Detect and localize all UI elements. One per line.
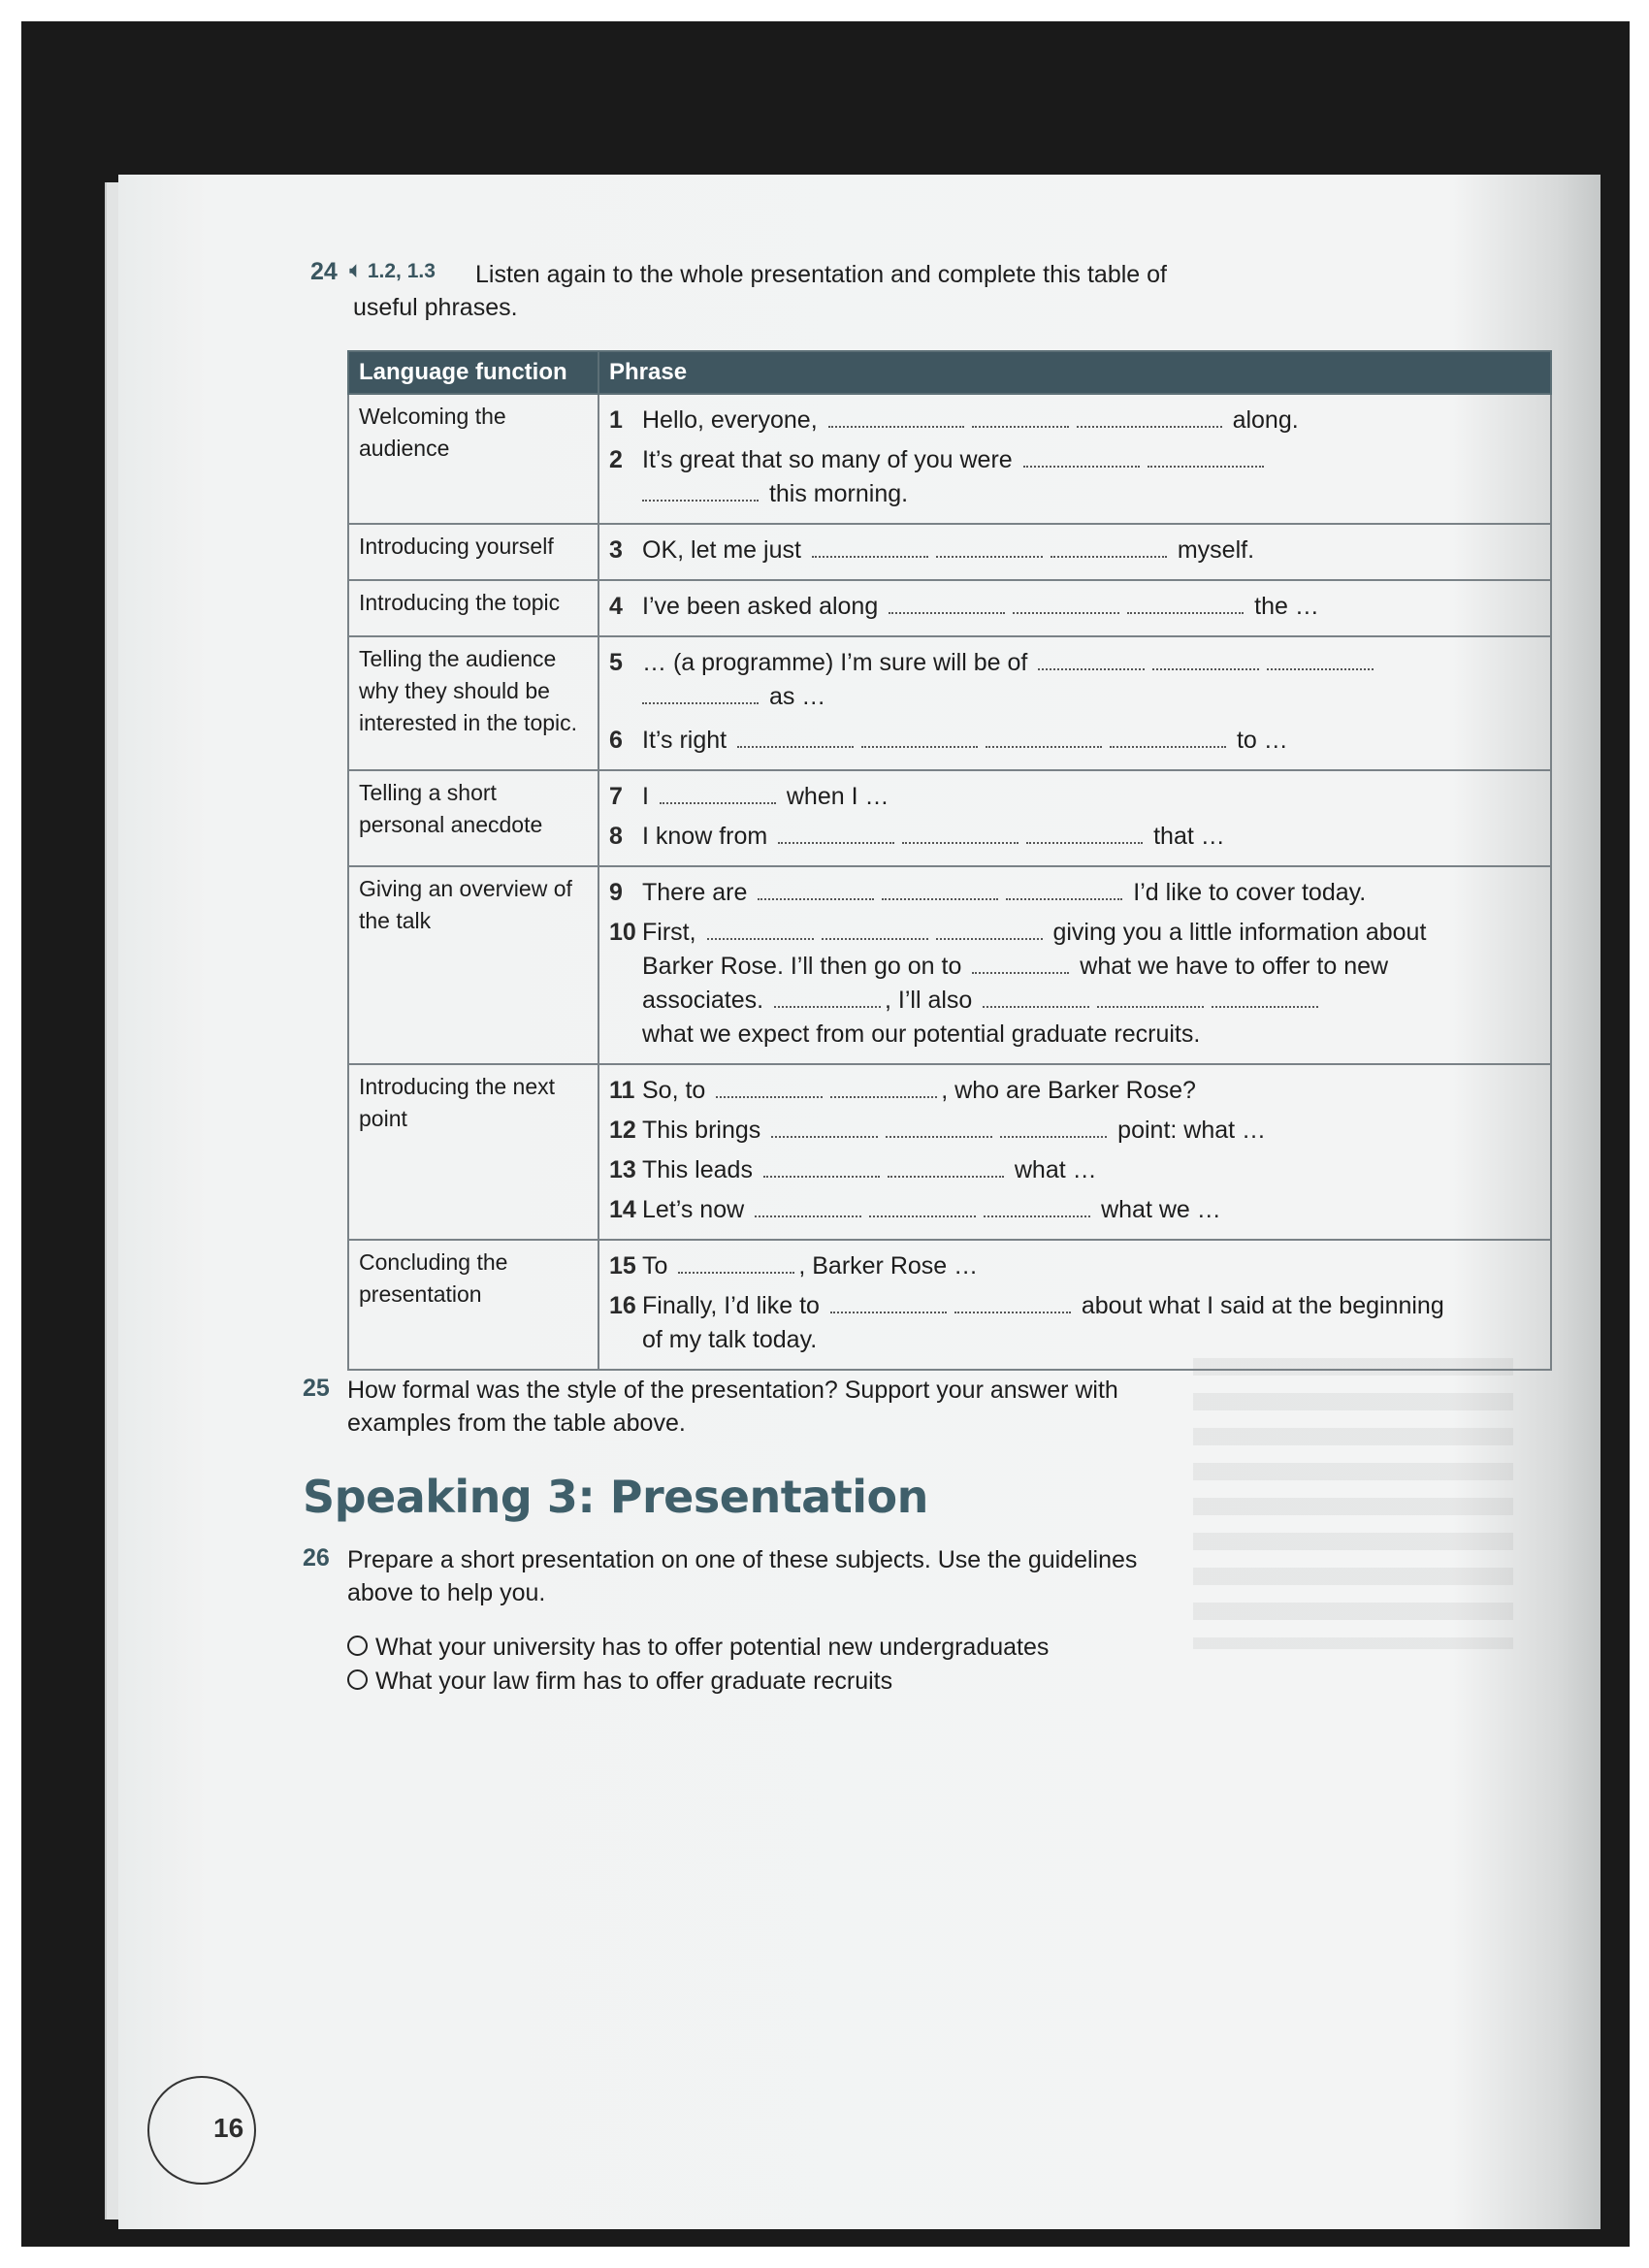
- phrase-8: [609, 820, 1540, 854]
- answer-blank[interactable]: [902, 821, 1018, 844]
- phrase-4: [609, 590, 1540, 624]
- phrase-number: 12: [609, 1117, 636, 1144]
- phrase-text: myself.: [1177, 536, 1255, 564]
- answer-blank[interactable]: [889, 591, 1005, 614]
- phrase-number: 16: [609, 1292, 636, 1319]
- phrase-text: , I’ll also: [885, 987, 973, 1014]
- phrase-text: what we …: [1101, 1196, 1221, 1223]
- answer-blank[interactable]: [1013, 591, 1119, 614]
- phrase-number: 10: [609, 919, 636, 946]
- answer-blank[interactable]: [1051, 535, 1167, 558]
- phrase-text: when I …: [786, 783, 889, 810]
- answer-blank[interactable]: [1000, 1115, 1107, 1138]
- phrase-9: [609, 876, 1540, 910]
- phrase-text: I: [642, 783, 649, 810]
- radio-circle-icon[interactable]: [347, 1669, 368, 1690]
- answer-blank[interactable]: [1023, 444, 1140, 468]
- phrase-14: [609, 1193, 1540, 1227]
- answer-blank[interactable]: [642, 478, 759, 502]
- track-numbers: 1.2, 1.3: [367, 260, 436, 282]
- answer-blank[interactable]: [707, 917, 814, 940]
- answer-blank[interactable]: [1097, 985, 1204, 1008]
- question-26-line2: above to help you.: [347, 1579, 546, 1606]
- question-25-line1: How formal was the style of the presentation? Support your answer with: [347, 1377, 1118, 1404]
- answer-blank[interactable]: [778, 821, 894, 844]
- phrase-1: [609, 404, 1540, 437]
- function-cell: Giving an overview of the talk: [348, 866, 598, 1064]
- phrase-text: I know from: [642, 823, 768, 850]
- answer-blank[interactable]: [861, 725, 978, 748]
- phrase-text: , Barker Rose …: [798, 1252, 979, 1280]
- answer-blank[interactable]: [972, 405, 1069, 428]
- table-row: [348, 770, 1551, 866]
- bleed-through-lines: [1193, 1358, 1513, 1649]
- phrase-text: about what I said at the beginning: [1081, 1292, 1444, 1319]
- function-cell: Telling a short personal anecdote: [348, 770, 598, 866]
- answer-blank[interactable]: [986, 725, 1102, 748]
- phrase-text: to …: [1236, 727, 1288, 754]
- answer-blank[interactable]: [1006, 877, 1122, 900]
- answer-blank[interactable]: [869, 1194, 976, 1217]
- table-row: [348, 866, 1551, 1064]
- audio-reference: [349, 257, 436, 284]
- phrase-text: what we have to offer to new: [1080, 953, 1389, 980]
- answer-blank[interactable]: [678, 1250, 794, 1274]
- phrase-7: [609, 780, 1540, 814]
- answer-blank[interactable]: [812, 535, 928, 558]
- phrase-text: what …: [1014, 1156, 1097, 1183]
- answer-blank[interactable]: [737, 725, 854, 748]
- phrase-text: … (a programme) I’m sure will be of: [642, 649, 1028, 676]
- phrase-text: what we expect from our potential graduate recruits.: [642, 1021, 1201, 1048]
- phrase-number: 4: [609, 593, 623, 620]
- phrase-text: , who are Barker Rose?: [941, 1077, 1196, 1104]
- table-row: [348, 636, 1551, 770]
- answer-blank[interactable]: [1148, 444, 1264, 468]
- phrase-text: of my talk today.: [642, 1326, 818, 1353]
- answer-blank[interactable]: [771, 1115, 878, 1138]
- answer-blank[interactable]: [983, 985, 1089, 1008]
- phrase-6: [609, 724, 1540, 758]
- phrase-text: Barker Rose. I’ll then go on to: [642, 953, 962, 980]
- answer-blank[interactable]: [882, 877, 998, 900]
- answer-blank[interactable]: [936, 535, 1043, 558]
- phrase-text: Let’s now: [642, 1196, 745, 1223]
- option-label: What your university has to offer potential new undergraduates: [375, 1634, 1050, 1661]
- phrase-15: [609, 1249, 1540, 1283]
- speaker-icon: 🔈︎: [349, 257, 364, 283]
- answer-blank[interactable]: [822, 917, 928, 940]
- phrase-text: the …: [1254, 593, 1319, 620]
- phrase-text: It’s great that so many of you were: [642, 446, 1013, 473]
- phrase-text: I’ve been asked along: [642, 593, 879, 620]
- question-25-number: 25: [303, 1375, 330, 1402]
- phrase-11: [609, 1074, 1540, 1108]
- phrase-text: Hello, everyone,: [642, 406, 818, 434]
- answer-blank[interactable]: [1077, 405, 1222, 428]
- table-row: [348, 580, 1551, 636]
- function-cell: Concluding the presentation: [348, 1240, 598, 1370]
- phrase-text: This leads: [642, 1156, 753, 1183]
- answer-blank[interactable]: [660, 781, 776, 804]
- phrase-cell: [598, 524, 1551, 580]
- table-row: [348, 524, 1551, 580]
- phrase-3: [609, 534, 1540, 567]
- column-header-phrase: Phrase: [598, 351, 1551, 394]
- table-row: [348, 1240, 1551, 1370]
- phrase-number: 11: [609, 1077, 635, 1104]
- answer-blank[interactable]: [1038, 647, 1145, 670]
- answer-blank[interactable]: [888, 1154, 1004, 1178]
- phrase-cell: [598, 580, 1551, 636]
- answer-blank[interactable]: [886, 1115, 992, 1138]
- answer-blank[interactable]: [1212, 985, 1318, 1008]
- phrase-number: 9: [609, 879, 623, 906]
- useful-phrases-table: [347, 350, 1552, 1371]
- phrase-text: this morning.: [768, 480, 909, 507]
- phrase-text: There are: [642, 879, 748, 906]
- phrase-cell: [598, 1064, 1551, 1240]
- subject-option[interactable]: [347, 1631, 1049, 1664]
- answer-blank[interactable]: [972, 951, 1069, 974]
- phrase-cell: [598, 1240, 1551, 1370]
- phrase-number: 3: [609, 536, 623, 564]
- phrase-text: So, to: [642, 1077, 706, 1104]
- function-cell: Introducing the next point: [348, 1064, 598, 1240]
- answer-blank[interactable]: [763, 1154, 880, 1178]
- radio-circle-icon[interactable]: [347, 1636, 368, 1656]
- function-cell: Welcoming the audience: [348, 394, 598, 524]
- phrase-text: along.: [1232, 406, 1299, 434]
- question-24-instruction-line1: Listen again to the whole presentation and complete this table of: [475, 261, 1167, 288]
- phrase-text: It’s right: [642, 727, 728, 754]
- phrase-2: [609, 443, 1540, 511]
- phrase-number: 1: [609, 406, 623, 434]
- question-26-number: 26: [303, 1544, 330, 1571]
- answer-blank[interactable]: [984, 1194, 1090, 1217]
- table-header-row: [348, 351, 1551, 394]
- phrase-10: [609, 916, 1540, 1052]
- phrase-text: associates.: [642, 987, 764, 1014]
- answer-blank[interactable]: [954, 1290, 1071, 1313]
- phrase-text: OK, let me just: [642, 536, 801, 564]
- answer-blank[interactable]: [1127, 591, 1244, 614]
- page-number: 16: [213, 2113, 244, 2143]
- phrase-text: This brings: [642, 1117, 761, 1144]
- phrase-text: To: [642, 1252, 668, 1280]
- question-26-line1: Prepare a short presentation on one of these subjects. Use the guidelines: [347, 1546, 1138, 1573]
- function-cell: Introducing yourself: [348, 524, 598, 580]
- answer-blank[interactable]: [758, 877, 874, 900]
- phrase-number: 2: [609, 446, 623, 473]
- option-label: What your law firm has to offer graduate recruits: [375, 1668, 893, 1695]
- phrase-number: 15: [609, 1252, 636, 1280]
- function-cell: Introducing the topic: [348, 580, 598, 636]
- phrase-12: [609, 1114, 1540, 1148]
- question-24-instruction-line2: useful phrases.: [353, 294, 518, 321]
- phrase-text: First,: [642, 919, 696, 946]
- phrase-cell: [598, 770, 1551, 866]
- phrase-number: 14: [609, 1196, 636, 1223]
- phrase-text: as …: [768, 683, 826, 710]
- phrase-cell: [598, 636, 1551, 770]
- phrase-5: [609, 646, 1540, 714]
- phrase-16: [609, 1289, 1540, 1357]
- answer-blank[interactable]: [830, 1290, 947, 1313]
- subject-option[interactable]: [347, 1665, 892, 1698]
- phrase-text: giving you a little information about: [1052, 919, 1427, 946]
- answer-blank[interactable]: [830, 1075, 937, 1098]
- table-row: [348, 1064, 1551, 1240]
- phrase-text: that …: [1153, 823, 1225, 850]
- phrase-number: 13: [609, 1156, 636, 1183]
- phrase-cell: [598, 394, 1551, 524]
- answer-blank[interactable]: [642, 681, 759, 704]
- phrase-text: Finally, I’d like to: [642, 1292, 820, 1319]
- answer-blank[interactable]: [936, 917, 1043, 940]
- answer-blank[interactable]: [1026, 821, 1143, 844]
- phrase-number: 6: [609, 727, 623, 754]
- phrase-text: point: what …: [1117, 1117, 1267, 1144]
- question-25-line2: examples from the table above.: [347, 1409, 686, 1437]
- phrase-cell: [598, 866, 1551, 1064]
- phrase-13: [609, 1153, 1540, 1187]
- phrase-number: 8: [609, 823, 623, 850]
- section-heading: Speaking 3: Presentation: [303, 1471, 928, 1523]
- table-row: [348, 394, 1551, 524]
- answer-blank[interactable]: [716, 1075, 823, 1098]
- question-24-number: 24: [310, 258, 338, 285]
- phrase-text: I’d like to cover today.: [1133, 879, 1367, 906]
- answer-blank[interactable]: [774, 985, 881, 1008]
- answer-blank[interactable]: [1152, 647, 1259, 670]
- function-cell: Telling the audience why they should be interested in the topic.: [348, 636, 598, 770]
- phrase-number: 5: [609, 649, 623, 676]
- answer-blank[interactable]: [1267, 647, 1374, 670]
- phrase-number: 7: [609, 783, 623, 810]
- column-header-function: Language function: [348, 351, 598, 394]
- answer-blank[interactable]: [1110, 725, 1226, 748]
- answer-blank[interactable]: [755, 1194, 861, 1217]
- answer-blank[interactable]: [828, 405, 964, 428]
